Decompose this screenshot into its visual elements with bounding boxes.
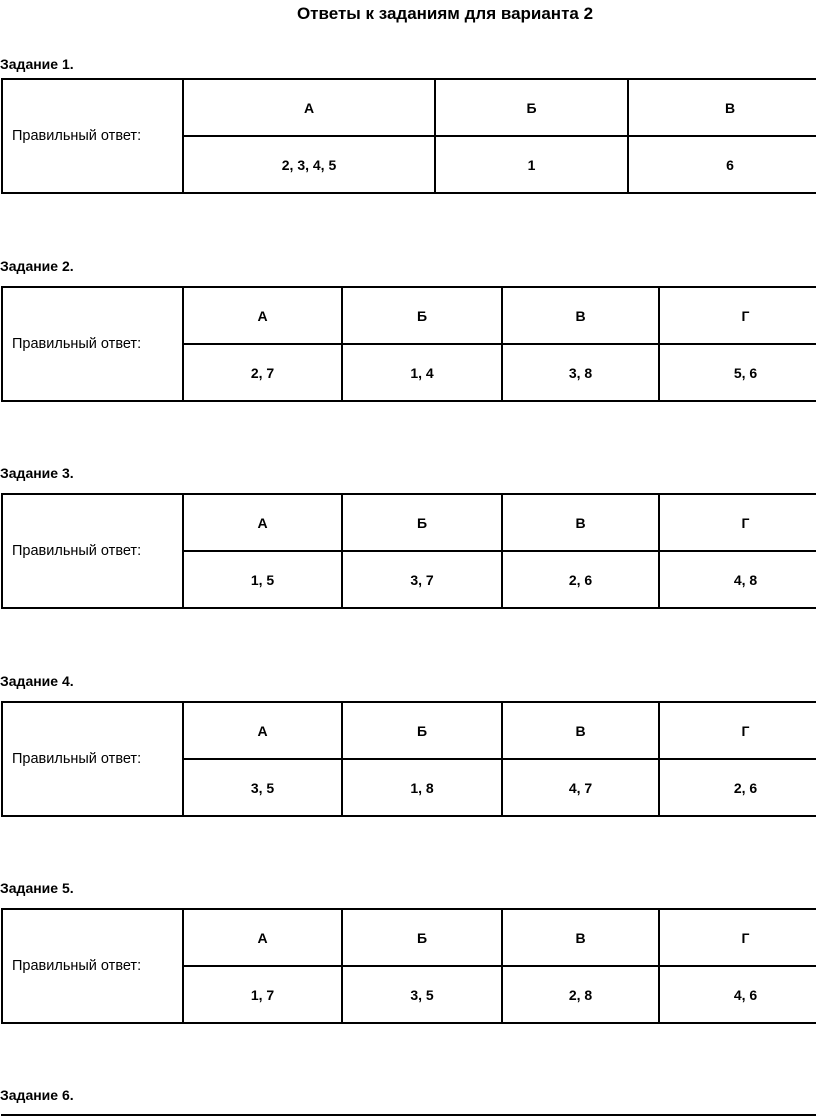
task-2-answer-a: 2, 7: [183, 344, 342, 401]
task-3-answer-table: [1, 493, 816, 609]
answer-label: Правильный ответ:: [2, 909, 183, 1023]
task-3-letter-v: В: [502, 494, 659, 551]
task-4-letter-v: В: [502, 702, 659, 759]
task-1-answer-a: 2, 3, 4, 5: [183, 136, 435, 193]
task-2-letter-g: Г: [659, 287, 816, 344]
answer-label: Правильный ответ:: [2, 494, 183, 608]
task-3-answer-v: 2, 6: [502, 551, 659, 608]
task-5-letter-v: В: [502, 909, 659, 966]
task-4-letter-b: Б: [342, 702, 502, 759]
task-6-heading: Задание 6.: [0, 1087, 74, 1103]
document-title: Ответы к заданиям для варианта 2: [296, 4, 594, 23]
task-5-answer-g: 4, 6: [659, 966, 816, 1023]
task-5-answer-table: [1, 908, 816, 1024]
task-2-letter-v: В: [502, 287, 659, 344]
task-5-heading: Задание 5.: [0, 880, 74, 896]
task-4-answer-b: 1, 8: [342, 759, 502, 816]
task-2-answer-g: 5, 6: [659, 344, 816, 401]
task-1-heading: Задание 1.: [0, 56, 74, 72]
task-3-heading: Задание 3.: [0, 465, 74, 481]
task-5-letter-a: А: [183, 909, 342, 966]
task-2-answer-b: 1, 4: [342, 344, 502, 401]
task-2-heading: Задание 2.: [0, 258, 74, 274]
task-1-answer-b: 1: [435, 136, 628, 193]
task-2-answer-table: [1, 286, 816, 402]
task-1-answer-v: 6: [628, 136, 816, 193]
task-5-letter-b: Б: [342, 909, 502, 966]
answer-label: Правильный ответ:: [2, 287, 183, 401]
task-3-answer-g: 4, 8: [659, 551, 816, 608]
task-2-answer-v: 3, 8: [502, 344, 659, 401]
task-3-answer-a: 1, 5: [183, 551, 342, 608]
task-4-answer-a: 3, 5: [183, 759, 342, 816]
task-4-letter-g: Г: [659, 702, 816, 759]
answer-label: Правильный ответ:: [2, 79, 183, 193]
task-5-answer-a: 1, 7: [183, 966, 342, 1023]
task-5-answer-v: 2, 8: [502, 966, 659, 1023]
task-1-answer-table: [1, 78, 816, 194]
task-3-letter-g: Г: [659, 494, 816, 551]
task-4-answer-g: 2, 6: [659, 759, 816, 816]
task-1-letter-a: А: [183, 79, 435, 136]
task-2-letter-a: А: [183, 287, 342, 344]
task-2-letter-b: Б: [342, 287, 502, 344]
task-3-letter-b: Б: [342, 494, 502, 551]
task-1-letter-b: Б: [435, 79, 628, 136]
task-4-letter-a: А: [183, 702, 342, 759]
task-3-answer-b: 3, 7: [342, 551, 502, 608]
task-3-letter-a: А: [183, 494, 342, 551]
task-4-answer-v: 4, 7: [502, 759, 659, 816]
task-4-answer-table: [1, 701, 816, 817]
task-4-heading: Задание 4.: [0, 673, 74, 689]
answer-label: Правильный ответ:: [2, 702, 183, 816]
task-6-table-top-border: [1, 1114, 816, 1116]
task-1-letter-v: В: [628, 79, 816, 136]
task-5-letter-g: Г: [659, 909, 816, 966]
task-5-answer-b: 3, 5: [342, 966, 502, 1023]
